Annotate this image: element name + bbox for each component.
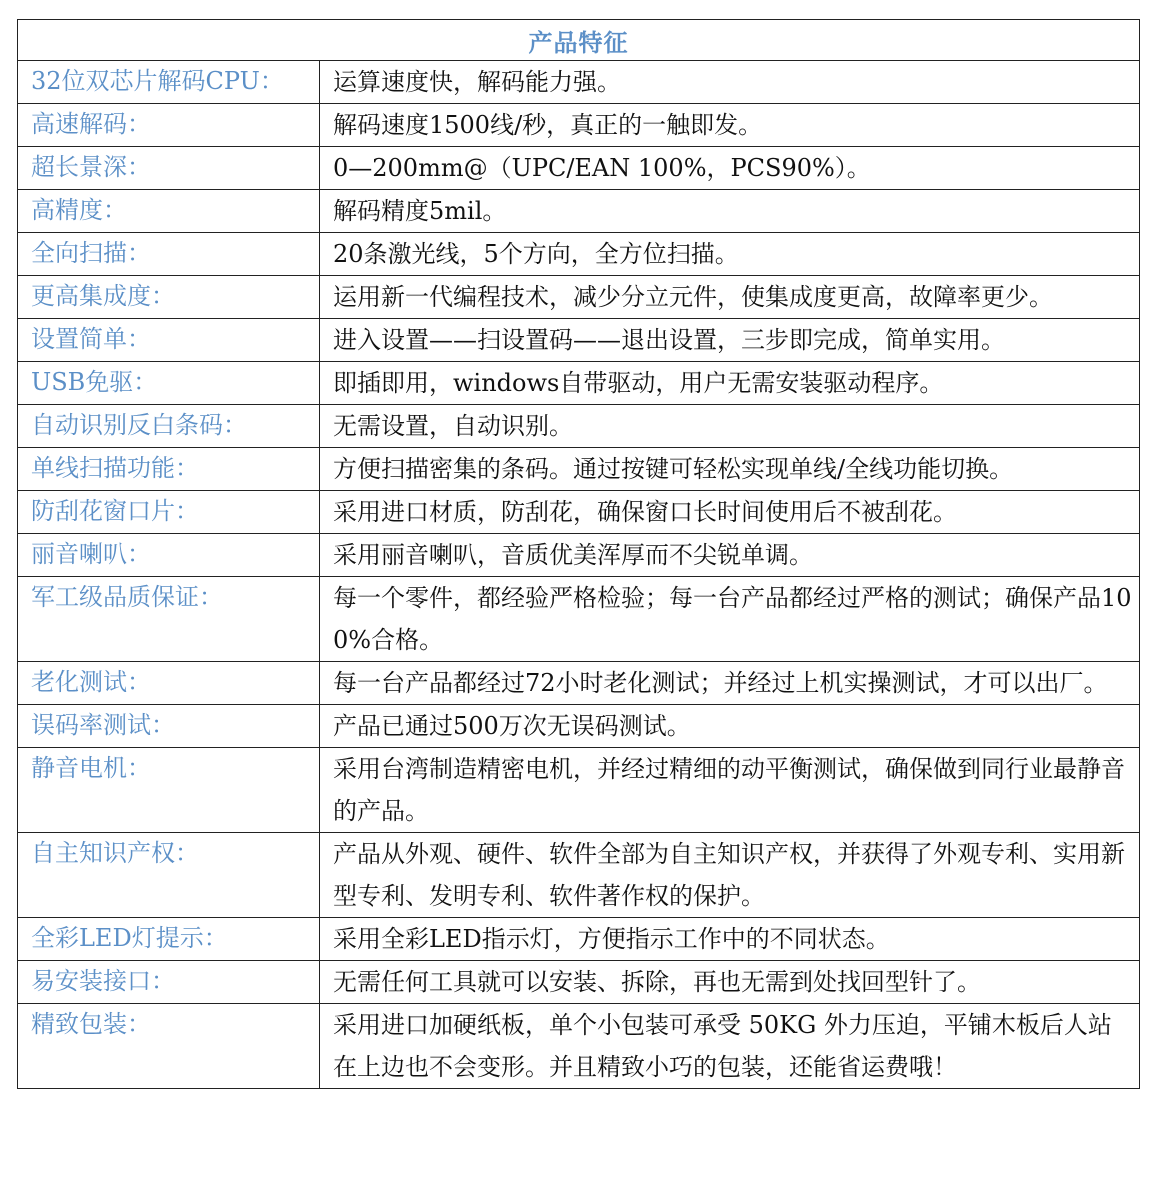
title-row: [18, 20, 1140, 61]
feature-description: 采用进口材质，防刮花，确保窗口长时间使用后不被刮花。: [320, 491, 1140, 534]
feature-description: 产品已通过500万次无误码测试。: [320, 705, 1140, 748]
feature-description: 运用新一代编程技术，减少分立元件，使集成度更高，故障率更少。: [320, 276, 1140, 319]
table-row: [18, 662, 1140, 705]
table-row: [18, 319, 1140, 362]
feature-description: 无需设置，自动识别。: [320, 405, 1140, 448]
table-row: [18, 405, 1140, 448]
feature-label: 全彩LED灯提示：: [18, 918, 320, 961]
table-row: [18, 833, 1140, 918]
feature-description: 产品从外观、硬件、软件全部为自主知识产权，并获得了外观专利、实用新型专利、发明专利、软件著作权的保护。: [320, 833, 1140, 918]
feature-label: 自动识别反白条码：: [18, 405, 320, 448]
feature-label: 高速解码：: [18, 104, 320, 147]
table-row: [18, 448, 1140, 491]
feature-label: 全向扫描：: [18, 233, 320, 276]
table-row: [18, 190, 1140, 233]
feature-label: USB免驱：: [18, 362, 320, 405]
table-row: [18, 147, 1140, 190]
feature-label: 防刮花窗口片：: [18, 491, 320, 534]
table-row: [18, 362, 1140, 405]
feature-label: 静音电机：: [18, 748, 320, 833]
feature-label: 自主知识产权：: [18, 833, 320, 918]
feature-label: 误码率测试：: [18, 705, 320, 748]
table-row: [18, 748, 1140, 833]
feature-label: 军工级品质保证：: [18, 577, 320, 662]
table-row: [18, 233, 1140, 276]
feature-description: 采用全彩LED指示灯，方便指示工作中的不同状态。: [320, 918, 1140, 961]
feature-description: 运算速度快，解码能力强。: [320, 61, 1140, 104]
feature-description: 20条激光线，5个方向，全方位扫描。: [320, 233, 1140, 276]
table-title: 产品特征: [18, 20, 1140, 61]
table-row: [18, 918, 1140, 961]
table-row: [18, 961, 1140, 1004]
feature-label: 易安装接口：: [18, 961, 320, 1004]
feature-description: 采用进口加硬纸板，单个小包装可承受 50KG 外力压迫，平铺木板后人站在上边也不会变形。并且精致小巧的包装，还能省运费哦！: [320, 1004, 1140, 1089]
feature-table: [17, 19, 1140, 1089]
feature-description: 解码速度1500线/秒，真正的一触即发。: [320, 104, 1140, 147]
feature-description: 每一台产品都经过72小时老化测试；并经过上机实操测试，才可以出厂。: [320, 662, 1140, 705]
feature-label: 单线扫描功能：: [18, 448, 320, 491]
table-row: [18, 577, 1140, 662]
feature-label: 设置简单：: [18, 319, 320, 362]
feature-table-body: [18, 20, 1140, 1089]
feature-label: 高精度：: [18, 190, 320, 233]
feature-description: 解码精度5mil。: [320, 190, 1140, 233]
feature-sheet: [17, 19, 1139, 1089]
feature-label: 超长景深：: [18, 147, 320, 190]
feature-description: 即插即用，windows自带驱动，用户无需安装驱动程序。: [320, 362, 1140, 405]
feature-label: 更高集成度：: [18, 276, 320, 319]
feature-label: 丽音喇叭：: [18, 534, 320, 577]
feature-description: 0—200mm@（UPC/EAN 100%，PCS90%）。: [320, 147, 1140, 190]
feature-description: 采用丽音喇叭，音质优美浑厚而不尖锐单调。: [320, 534, 1140, 577]
table-row: [18, 1004, 1140, 1089]
table-row: [18, 104, 1140, 147]
feature-label: 老化测试：: [18, 662, 320, 705]
table-row: [18, 534, 1140, 577]
feature-description: 每一个零件，都经验严格检验；每一台产品都经过严格的测试；确保产品100%合格。: [320, 577, 1140, 662]
feature-description: 无需任何工具就可以安装、拆除，再也无需到处找回型针了。: [320, 961, 1140, 1004]
feature-description: 采用台湾制造精密电机，并经过精细的动平衡测试，确保做到同行业最静音的产品。: [320, 748, 1140, 833]
feature-label: 精致包装：: [18, 1004, 320, 1089]
feature-description: 方便扫描密集的条码。通过按键可轻松实现单线/全线功能切换。: [320, 448, 1140, 491]
table-row: [18, 276, 1140, 319]
table-row: [18, 705, 1140, 748]
table-row: [18, 491, 1140, 534]
feature-description: 进入设置——扫设置码——退出设置，三步即完成，简单实用。: [320, 319, 1140, 362]
feature-label: 32位双芯片解码CPU：: [18, 61, 320, 104]
table-row: [18, 61, 1140, 104]
